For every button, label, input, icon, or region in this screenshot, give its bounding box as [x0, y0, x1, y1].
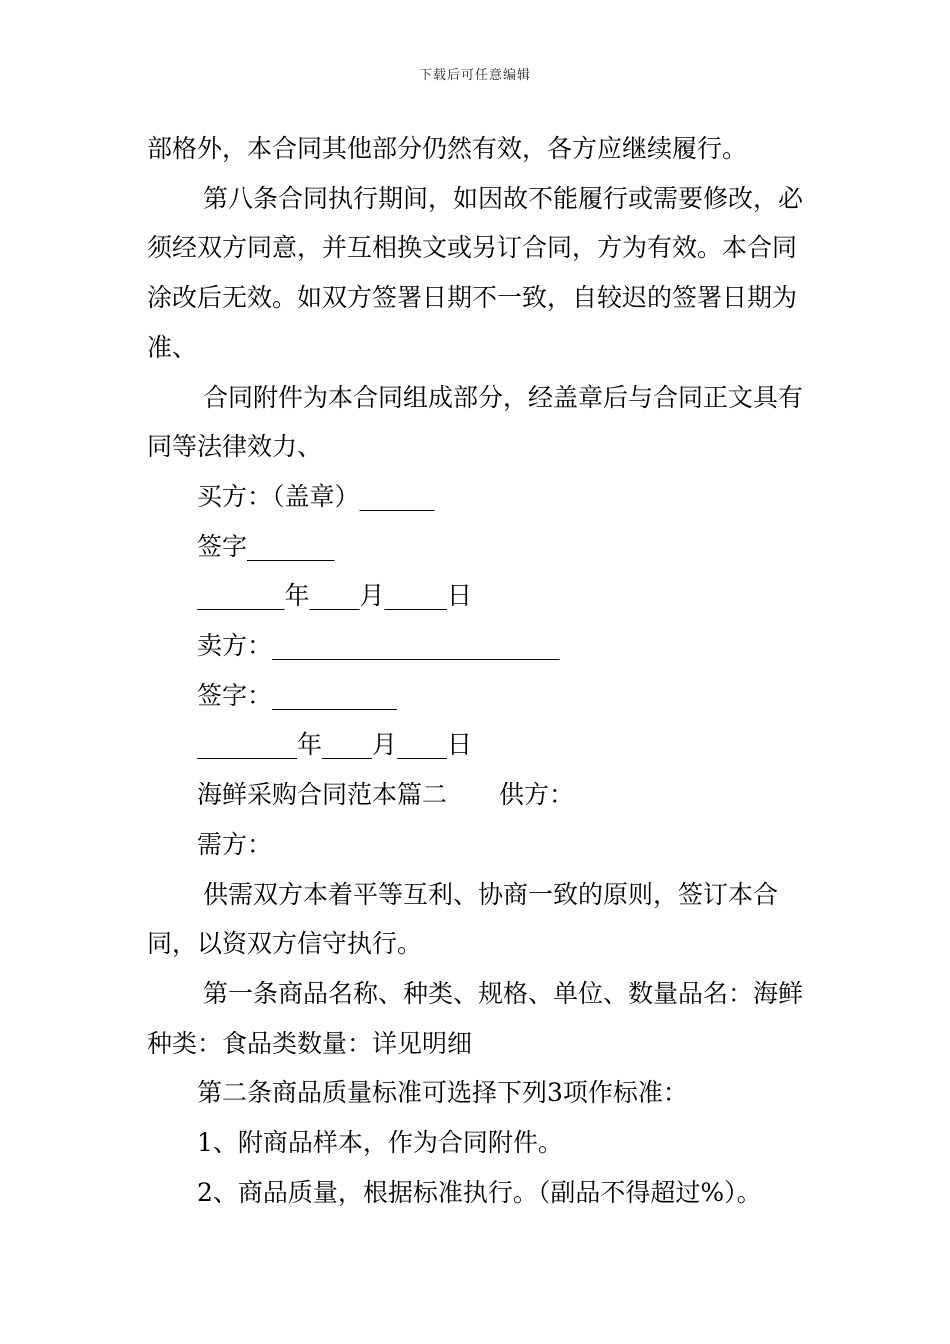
buyer-date-line: _______年____月_____日 [197, 581, 473, 611]
paragraph-article-8: 第八条合同执行期间，如因故不能履行或需要修改，必须经双方同意，并互相换文或另订合同，方为有效。本合同涂改后无效。如双方签署日期不一致，自较迟的签署日期为准、 [147, 183, 804, 362]
paragraph-article-2: 第二条商品质量标准可选择下列3项作标准： [197, 1078, 688, 1108]
buyer-seal-line: 买方：（盖章）______ [197, 481, 435, 511]
buyer-signature-line: 签字_______ [197, 531, 335, 561]
section-title-line [147, 770, 807, 820]
seller-date-line: ________年____月____日 [197, 730, 473, 760]
paragraph-article-1: 第一条商品名称、种类、规格、单位、数量品名：海鲜种类：食品类数量：详见明细 [147, 978, 804, 1058]
paragraph-principle: 供需双方本着平等互利、协商一致的原则，签订本合同，以资双方信守执行。 [147, 879, 779, 959]
demander-label: 需方： [197, 829, 273, 859]
paragraph-continuation: 部格外，本合同其他部分仍然有效，各方应继续履行。 [147, 134, 748, 163]
seller-line: 卖方：_______________________ [197, 631, 560, 661]
page-header: 下载后可任意编辑 [418, 68, 531, 83]
supplier-label: 供方： [499, 780, 575, 810]
list-item-2: 2、商品质量，根据标准执行。（副品不得超过%）。 [197, 1177, 762, 1207]
seller-signature-line: 签字：__________ [197, 680, 398, 710]
document-body [147, 124, 807, 1217]
list-item-1: 1、附商品样本，作为合同附件。 [197, 1128, 563, 1158]
paragraph-attachment: 合同附件为本合同组成部分，经盖章后与合同正文具有同等法律效力、 [147, 382, 804, 462]
section-title: 海鲜采购合同范本篇二 [197, 780, 448, 810]
